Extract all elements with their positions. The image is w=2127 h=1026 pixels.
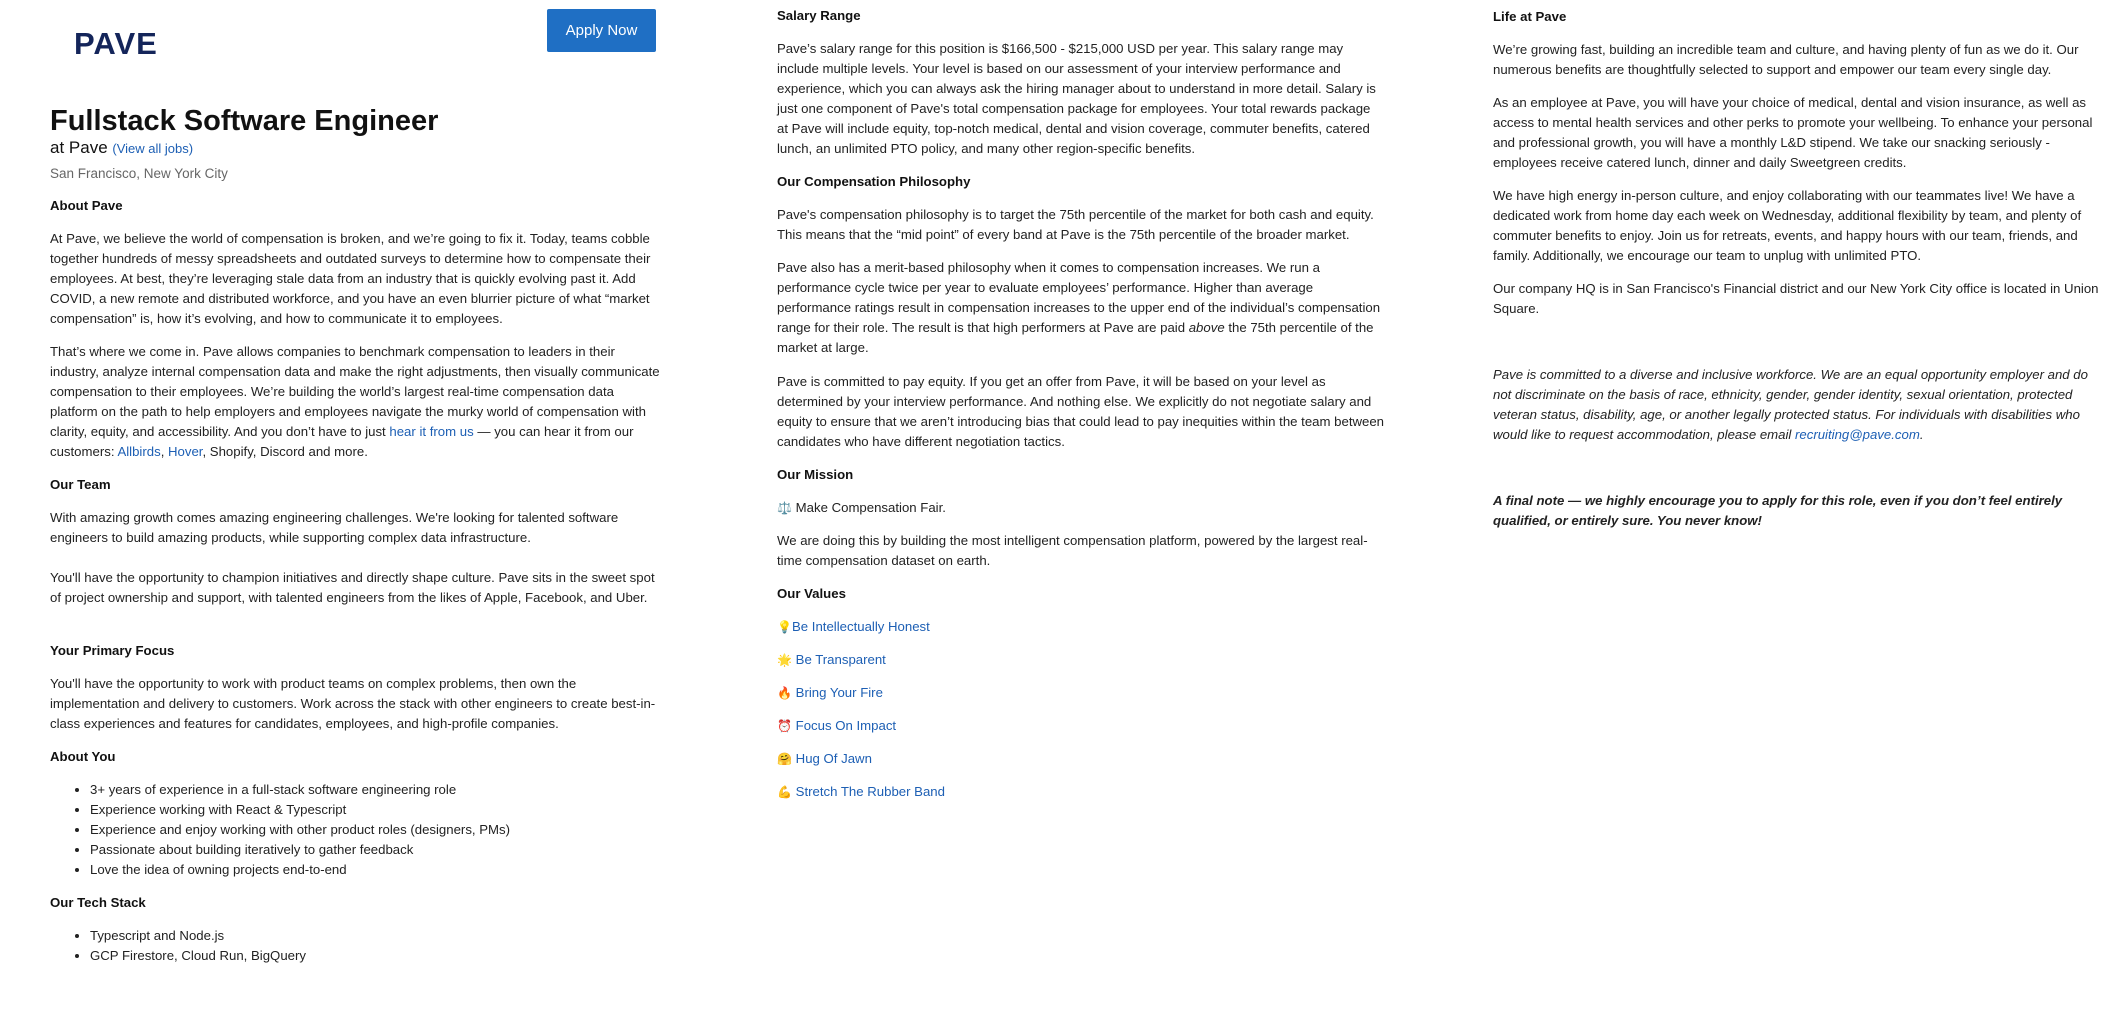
- list-item: • Love the idea of owning projects end-to-end: [90, 860, 660, 880]
- value-item[interactable]: [777, 650, 886, 670]
- mission-heading: Our Mission: [777, 467, 854, 482]
- alarm-clock-icon: ⏰: [777, 719, 792, 733]
- comp-philosophy-p3: Pave is committed to pay equity. If you get an offer from Pave, it will be based on your level as determined by your interview performance. And nothing else. We explicitly do not negotiate salary and equity to ensure that we aren’t introducing bias that could lead to pay inequities within the team between candidates who have different negotiation tactics.: [777, 374, 1385, 449]
- eeo-statement: [1493, 365, 2101, 445]
- tech-stack-heading: Our Tech Stack: [50, 895, 146, 910]
- about-you-list: [50, 780, 660, 880]
- about-pave-p2: [50, 342, 660, 462]
- view-all-jobs-link[interactable]: (View all jobs): [112, 141, 194, 156]
- comp-philosophy-p2-end: the 75th percentile of the market at large.: [777, 320, 1374, 355]
- value-item[interactable]: [777, 617, 930, 637]
- value-item[interactable]: [777, 749, 872, 769]
- eeo-end: .: [1919, 427, 1924, 442]
- value-link[interactable]: Be Intellectually Honest: [792, 619, 930, 634]
- list-item: • Passionate about building iteratively to gather feedback: [90, 840, 660, 860]
- life-at-pave-heading: Life at Pave: [1493, 9, 1567, 24]
- comp-philosophy-heading: Our Compensation Philosophy: [777, 174, 971, 189]
- pave-logo[interactable]: [74, 28, 164, 64]
- list-item: • Experience and enjoy working with other product roles (designers, PMs): [90, 820, 660, 840]
- about-pave-heading: About Pave: [50, 198, 123, 213]
- life-p2: As an employee at Pave, you will have your choice of medical, dental and vision insurance, as well as access to mental health services and other perks to promote your wellbeing. To enhance your personal and professional growth, you will have a monthly L&D stipend. We take our snacking seriously - employees receive catered lunch, dinner and daily Sweetgreen credits.: [1493, 95, 2093, 170]
- list-item: • 3+ years of experience in a full-stack software engineering role: [90, 780, 660, 800]
- company-name: at Pave: [50, 138, 108, 157]
- about-you-heading: About You: [50, 749, 116, 764]
- comp-philosophy-p2: [777, 258, 1385, 358]
- pave-logo-mark: [74, 28, 164, 58]
- value-link[interactable]: Hug Of Jawn: [795, 751, 872, 766]
- salary-heading: Salary Range: [777, 8, 861, 23]
- salary-p1: Pave’s salary range for this position is $166,500 - $215,000 USD per year. This salary range may include multiple levels. Your level is based on our assessment of your interview performance and experience, which you can always ask the hiring manager about to understand in more detail. Salary is just one component of Pave's total compensation package for employees. Your total rewards package at Pave will include equity, top-notch medical, dental and vision coverage, commuter benefits, catered lunch, an unlimited PTO policy, and many other region-specific benefits.: [777, 41, 1376, 156]
- value-link[interactable]: Be Transparent: [795, 652, 886, 667]
- job-title: Fullstack Software Engineer: [50, 105, 439, 137]
- hugging-face-icon: 🤗: [777, 752, 792, 766]
- our-team-p1: With amazing growth comes amazing engineering challenges. We're looking for talented software engineers to build amazing products, while supporting complex data infrastructure.: [50, 510, 619, 545]
- life-p1: We’re growing fast, building an incredible team and culture, and having plenty of fun as we do it. Our numerous benefits are thoughtfully selected to support and empower our team every single day.: [1493, 42, 2079, 77]
- value-item[interactable]: [777, 782, 945, 802]
- life-p3: We have high energy in-person culture, and enjoy collaborating with our teammates live! We have a dedicated work from home day each week on Wednesday, additional flexibility by team, and plenty of commuter benefits to enjoy. Join us for retreats, events, and happy hours with our team, friends, and family. Additionally, we encourage our team to unplug with unlimited PTO.: [1493, 188, 2082, 263]
- mission-p1: We are doing this by building the most intelligent compensation platform, powered by the largest real-time compensation dataset on earth.: [777, 533, 1368, 568]
- comp-philosophy-emphasis: above: [1188, 320, 1225, 335]
- list-item: • Typescript and Node.js: [90, 926, 660, 946]
- final-note: A final note — we highly encourage you to apply for this role, even if you don’t feel entirely qualified, or entirely sure. You never know!: [1493, 493, 2063, 528]
- hear-it-from-us-link[interactable]: hear it from us: [389, 424, 474, 439]
- values-heading: Our Values: [777, 586, 846, 601]
- lightbulb-icon: 💡: [777, 620, 792, 634]
- primary-focus-heading: Your Primary Focus: [50, 643, 175, 658]
- comp-philosophy-p2-text: Pave also has a merit-based philosophy when it comes to compensation increases. We run a performance cycle twice per year to evaluate employees’ performance. Higher than average performance ratings result in compensation increases to the upper end of the individual’s compensation range for their role. The result is that high performers at Pave are paid: [777, 260, 1381, 335]
- hover-link[interactable]: Hover: [168, 444, 203, 459]
- tech-stack-list: [50, 926, 660, 966]
- allbirds-link[interactable]: Allbirds: [117, 444, 161, 459]
- apply-now-button[interactable]: Apply Now: [547, 9, 656, 52]
- star-icon: 🌟: [777, 653, 792, 667]
- mission-line: [777, 498, 1385, 518]
- our-team-heading: Our Team: [50, 477, 111, 492]
- list-item: • GCP Firestore, Cloud Run, BigQuery: [90, 946, 660, 966]
- flexed-biceps-icon: 💪: [777, 785, 792, 799]
- recruiting-email-link[interactable]: recruiting@pave.com: [1795, 427, 1920, 442]
- value-link[interactable]: Stretch The Rubber Band: [795, 784, 945, 799]
- value-link[interactable]: Bring Your Fire: [795, 685, 883, 700]
- about-pave-p2-end: , Shopify, Discord and more.: [202, 444, 368, 459]
- value-link[interactable]: Focus On Impact: [795, 718, 897, 733]
- about-pave-p2-mid: — you can hear it from our customers:: [50, 424, 634, 459]
- value-item[interactable]: [777, 716, 896, 736]
- pave-logo-text: PAVE: [74, 28, 158, 58]
- about-pave-p1: At Pave, we believe the world of compensation is broken, and we’re going to fix it. Today, teams cobble together hundreds of messy spreadsheets and outdated surveys to determine how to compensate their employees. At best, they’re leveraging stale data from an industry that is quickly evolving past it. Add COVID, a new remote and distributed workforce, and you have an even blurrier picture of what “market compensation” is, how it’s evolving, and how to communicate it to employees.: [50, 231, 651, 326]
- eeo-text: Pave is committed to a diverse and inclusive workforce. We are an equal opportunity employer and do not discriminate on the basis of race, ethnicity, gender, gender identity, sexual orientation, protected veteran status, disability, age, or another legally protected status. For individuals with disabilities who would like to request accommodation, please email: [1493, 367, 2088, 442]
- our-team-p2: You'll have the opportunity to champion initiatives and directly shape culture. Pave sits in the sweet spot of project ownership and support, with talented engineers from the likes of Apple, Facebook, and Uber.: [50, 570, 655, 605]
- scales-icon: ⚖️: [777, 501, 792, 515]
- primary-focus-p1: You'll have the opportunity to work with product teams on complex problems, then own the implementation and delivery to customers. Work across the stack with other engineers to create best-in-class experiences and features for candidates, employees, and high-profile companies.: [50, 676, 656, 731]
- about-pave-p2-text: That’s where we come in. Pave allows companies to benchmark compensation to leaders in their industry, analyze internal compensation data and make the right adjustments, then visually communicate compensation to their employees. We’re building the world’s largest real-time compensation data platform on the path to help employers and employees navigate the murky world of compensation with clarity, equity, and accessibility. And you don’t have to just: [50, 344, 660, 439]
- value-item[interactable]: [777, 683, 883, 703]
- mission-line-text: Make Compensation Fair.: [795, 500, 946, 515]
- fire-icon: 🔥: [777, 686, 792, 700]
- life-p4: Our company HQ is in San Francisco's Financial district and our New York City office is located in Union Square.: [1493, 281, 2099, 316]
- about-pave-p2-comma: ,: [160, 444, 169, 459]
- comp-philosophy-p1: Pave's compensation philosophy is to target the 75th percentile of the market for both cash and equity. This means that the “mid point” of every band at Pave is the 75th percentile of the broader market.: [777, 207, 1374, 242]
- company-line: [50, 137, 193, 160]
- job-location: San Francisco, New York City: [50, 166, 228, 181]
- list-item: • Experience working with React & Typescript: [90, 800, 660, 820]
